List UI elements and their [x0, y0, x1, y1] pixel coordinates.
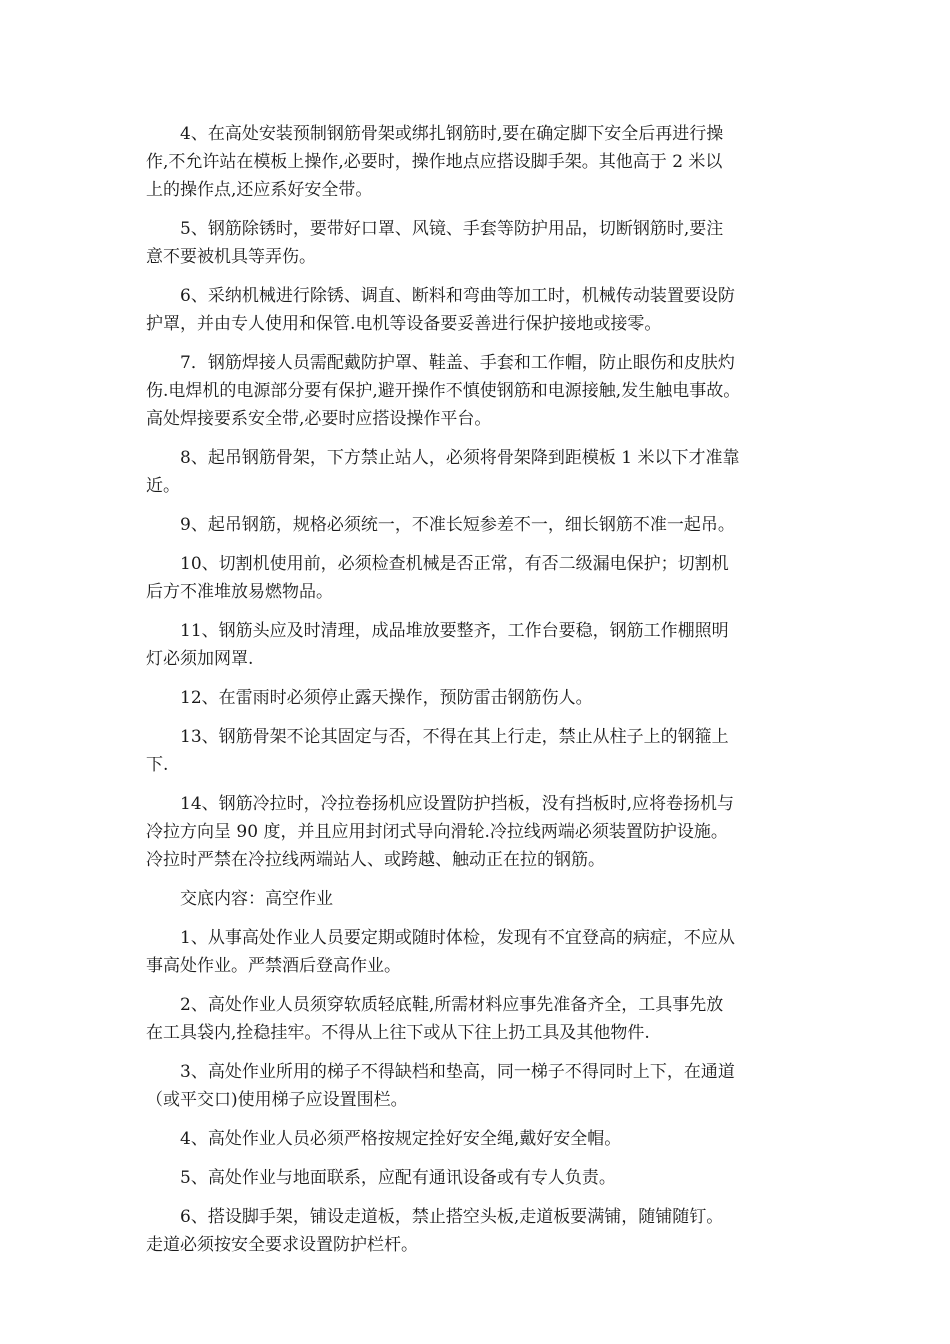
paragraph-line: 13、钢筋骨架不论其固定与否，不得在其上行走，禁止从柱子上的钢箍上: [180, 727, 729, 747]
paragraph-line: 2、高处作业人员须穿软质轻底鞋,所需材料应事先准备齐全，工具事先放: [180, 995, 724, 1015]
paragraph-line: 意不要被机具等弄伤。: [146, 247, 316, 267]
paragraph-line: 作,不允许站在模板上操作,必要时，操作地点应搭设脚手架。其他高于 2 米以: [146, 152, 723, 172]
paragraph-line: 近。: [146, 476, 180, 496]
document-paragraph: [146, 991, 806, 1047]
document-paragraph: [146, 550, 806, 606]
paragraph-line: 上的操作点,还应系好安全带。: [146, 180, 373, 200]
document-paragraph: [146, 444, 806, 500]
paragraph-line: 4、在高处安装预制钢筋骨架或绑扎钢筋时,要在确定脚下安全后再进行操: [180, 124, 724, 144]
document-paragraph: [146, 1058, 806, 1114]
paragraph-line: 14、钢筋冷拉时，冷拉卷扬机应设置防护挡板，没有挡板时,应将卷扬机与: [180, 794, 735, 814]
paragraph-line: 9、起吊钢筋，规格必须统一，不准长短参差不一，细长钢筋不准一起吊。: [180, 515, 735, 535]
paragraph-line: 12、在雷雨时必须停止露天操作，预防雷击钢筋伤人。: [180, 688, 593, 708]
document-paragraph: [146, 617, 806, 673]
document-paragraph: [146, 723, 806, 779]
document-paragraph: [146, 511, 806, 539]
paragraph-line: （或平交口)使用梯子应设置围栏。: [146, 1090, 408, 1110]
paragraph-line: 灯必须加网罩.: [146, 649, 254, 669]
paragraph-line: 护罩，并由专人使用和保管.电机等设备要妥善进行保护接地或接零。: [146, 314, 662, 334]
paragraph-line: 11、钢筋头应及时清理，成品堆放要整齐，工作台要稳，钢筋工作棚照明: [180, 621, 729, 641]
paragraph-line: 后方不准堆放易燃物品。: [146, 582, 333, 602]
document-paragraph: [146, 349, 806, 433]
paragraph-line: 1、从事高处作业人员要定期或随时体检，发现有不宜登高的病症，不应从: [180, 928, 735, 948]
paragraph-line: 冷拉方向呈 90 度，并且应用封闭式导向滑轮.冷拉线两端必须装置防护设施。: [146, 822, 728, 842]
paragraph-line: 交底内容：高空作业: [180, 889, 333, 909]
document-paragraph: [146, 282, 806, 338]
paragraph-line: 伤.电焊机的电源部分要有保护,避开操作不慎使钢筋和电源接触,发生触电事故。: [146, 381, 741, 401]
paragraph-line: 6、搭设脚手架，铺设走道板，禁止搭空头板,走道板要满铺，随铺随钉。: [180, 1207, 724, 1227]
document-paragraph: [146, 120, 806, 204]
document-paragraph: [146, 885, 806, 913]
paragraph-line: 7．钢筋焊接人员需配戴防护罩、鞋盖、手套和工作帽，防止眼伤和皮肤灼: [180, 353, 735, 373]
paragraph-line: 下.: [146, 755, 169, 775]
paragraph-line: 高处焊接要系安全带,必要时应搭设操作平台。: [146, 409, 492, 429]
document-paragraph: [146, 924, 806, 980]
paragraph-line: 5、高处作业与地面联系，应配有通讯设备或有专人负责。: [180, 1168, 616, 1188]
paragraph-line: 4、高处作业人员必须严格按规定拴好安全绳,戴好安全帽。: [180, 1129, 622, 1149]
document-paragraph: [146, 790, 806, 874]
paragraph-line: 在工具袋内,拴稳挂牢。不得从上往下或从下往上扔工具及其他物件.: [146, 1023, 650, 1043]
document-page: [146, 120, 806, 1270]
paragraph-line: 5、钢筋除锈时，要带好口罩、风镜、手套等防护用品，切断钢筋时,要注: [180, 219, 724, 239]
document-paragraph: [146, 684, 806, 712]
document-paragraph: [146, 215, 806, 271]
paragraph-line: 3、高处作业所用的梯子不得缺档和垫高，同一梯子不得同时上下，在通道: [180, 1062, 735, 1082]
document-paragraph: [146, 1203, 806, 1259]
paragraph-line: 事高处作业。严禁酒后登高作业。: [146, 956, 401, 976]
paragraph-line: 10、切割机使用前，必须检查机械是否正常，有否二级漏电保护；切割机: [180, 554, 729, 574]
document-paragraph: [146, 1125, 806, 1153]
paragraph-line: 6、采纳机械进行除锈、调直、断料和弯曲等加工时，机械传动装置要设防: [180, 286, 735, 306]
paragraph-line: 走道必须按安全要求设置防护栏杆。: [146, 1235, 418, 1255]
paragraph-line: 8、起吊钢筋骨架，下方禁止站人，必须将骨架降到距模板 1 米以下才准靠: [180, 448, 740, 468]
paragraph-line: 冷拉时严禁在冷拉线两端站人、或跨越、触动正在拉的钢筋。: [146, 850, 605, 870]
document-paragraph: [146, 1164, 806, 1192]
